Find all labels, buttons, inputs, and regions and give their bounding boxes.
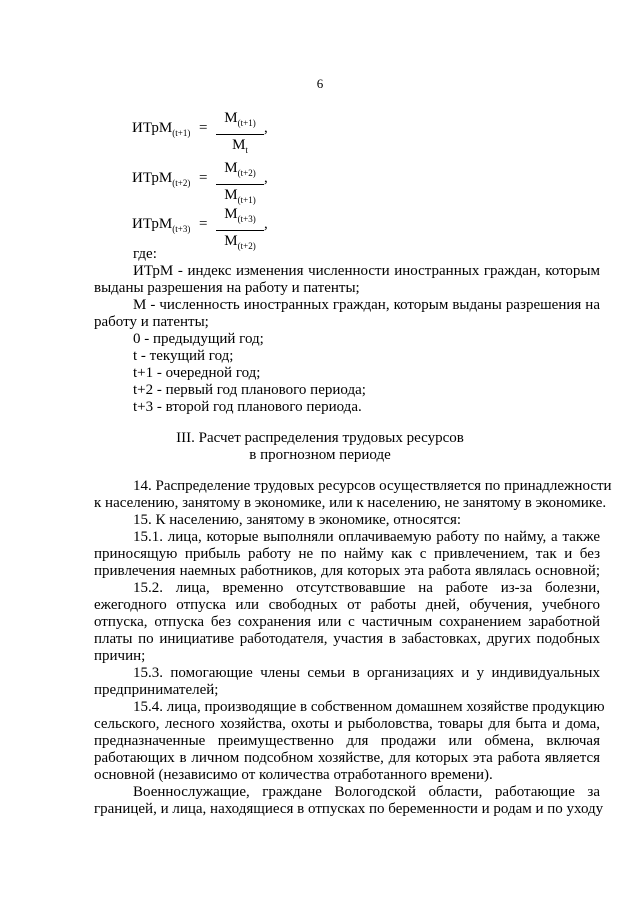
list-item-year-t1: t+1 - очередной год; <box>133 365 261 381</box>
list-item-year-t3: t+3 - второй год планового периода. <box>133 399 362 415</box>
equals-sign: = <box>199 120 208 136</box>
equals-sign: = <box>199 216 208 232</box>
where-label: где: <box>133 246 157 262</box>
formula-lhs: ИТрМ$_{(t+1)}$ <box>132 120 191 138</box>
paragraph-15-2-line3: отпуска, отпуска без сохранения или с частичным сохранением заработной <box>94 614 600 630</box>
paragraph-15-1-line2: приносящую прибыль работу не по найму как с привлечением, так и без <box>94 546 600 562</box>
definition-itrm-line1: ИТрМ - индекс изменения численности иностранных граждан, которым <box>133 263 600 279</box>
fraction: $\frac{M_{(t+2)}}{M_{(t+1)}}$ <box>216 158 264 210</box>
fraction: $\frac{M_{(t+3)}}{M_{(t+2)}}$ <box>216 204 264 256</box>
paragraph-military-line1: Военнослужащие, граждане Вологодской области, работающие за <box>133 784 600 800</box>
section-heading-line2: в прогнозном периоде <box>249 447 391 463</box>
definition-m-line2: работу и патенты; <box>94 314 209 330</box>
paragraph-military-line2: границей, и лица, находящиеся в отпусках по беременности и родам и по уходу <box>94 801 604 817</box>
paragraph-15-3-line1: 15.3. помогающие члены семьи в организациях и у индивидуальных <box>133 665 600 681</box>
paragraph-14-line1: 14. Распределение трудовых ресурсов осуществляется по принадлежности <box>133 478 612 494</box>
list-item-year-t: t - текущий год; <box>133 348 234 364</box>
paragraph-15-2-line5: причин; <box>94 648 146 664</box>
paragraph-15: 15. К населению, занятому в экономике, относятся: <box>133 512 462 528</box>
paragraph-15-4-line3: предназначенные преимущественно для продажи или обмена, включая <box>94 733 600 749</box>
paragraph-15-2-line4: платы по инициативе работодателя, участия в забастовках, других подобных <box>94 631 600 647</box>
definition-m-line1: М - численность иностранных граждан, которым выданы разрешения на <box>133 297 600 313</box>
page-number: 6 <box>316 76 324 91</box>
paragraph-15-4-line4: работающих в личном подсобном хозяйстве, для которых эта работа является <box>94 750 600 766</box>
paragraph-15-4-line5: основной (независимо от количества отработанного времени). <box>94 767 493 783</box>
paragraph-15-3-line2: предпринимателей; <box>94 682 219 698</box>
definition-itrm-line2: выданы разрешения на работу и патенты; <box>94 280 360 296</box>
paragraph-15-2-line2: ежегодного отпуска или свободных от работы дней, обучения, учебного <box>94 597 600 613</box>
paragraph-14-line2: к населению, занятому в экономике, или к населению, не занятому в экономике. <box>94 495 607 511</box>
paragraph-15-1-line1: 15.1. лица, которые выполняли оплачиваемую работу по найму, а также <box>133 529 600 545</box>
formula-lhs: ИТрМ$_{(t+2)}$ <box>132 170 191 188</box>
list-item-year-0: 0 - предыдущий год; <box>133 331 264 347</box>
paragraph-15-4-line2: сельского, лесного хозяйства, охоты и рыболовства, товары для быта и дома, <box>94 716 600 732</box>
equals-sign: = <box>199 170 208 186</box>
section-heading-line1: III. Расчет распределения трудовых ресурсов <box>176 430 464 446</box>
paragraph-15-4-line1: 15.4. лица, производящие в собственном домашнем хозяйстве продукцию <box>133 699 605 715</box>
list-item-year-t2: t+2 - первый год планового периода; <box>133 382 366 398</box>
fraction: $\frac{M_{(t+1)}}{M_t}$ <box>216 108 264 160</box>
paragraph-15-2-line1: 15.2. лица, временно отсутствовавшие на работе из-за болезни, <box>133 580 600 596</box>
formula-lhs: ИТрМ$_{(t+3)}$ <box>132 216 191 234</box>
paragraph-15-1-line3: привлечения наемных работников, для которых эта работа являлась основной; <box>94 563 600 579</box>
